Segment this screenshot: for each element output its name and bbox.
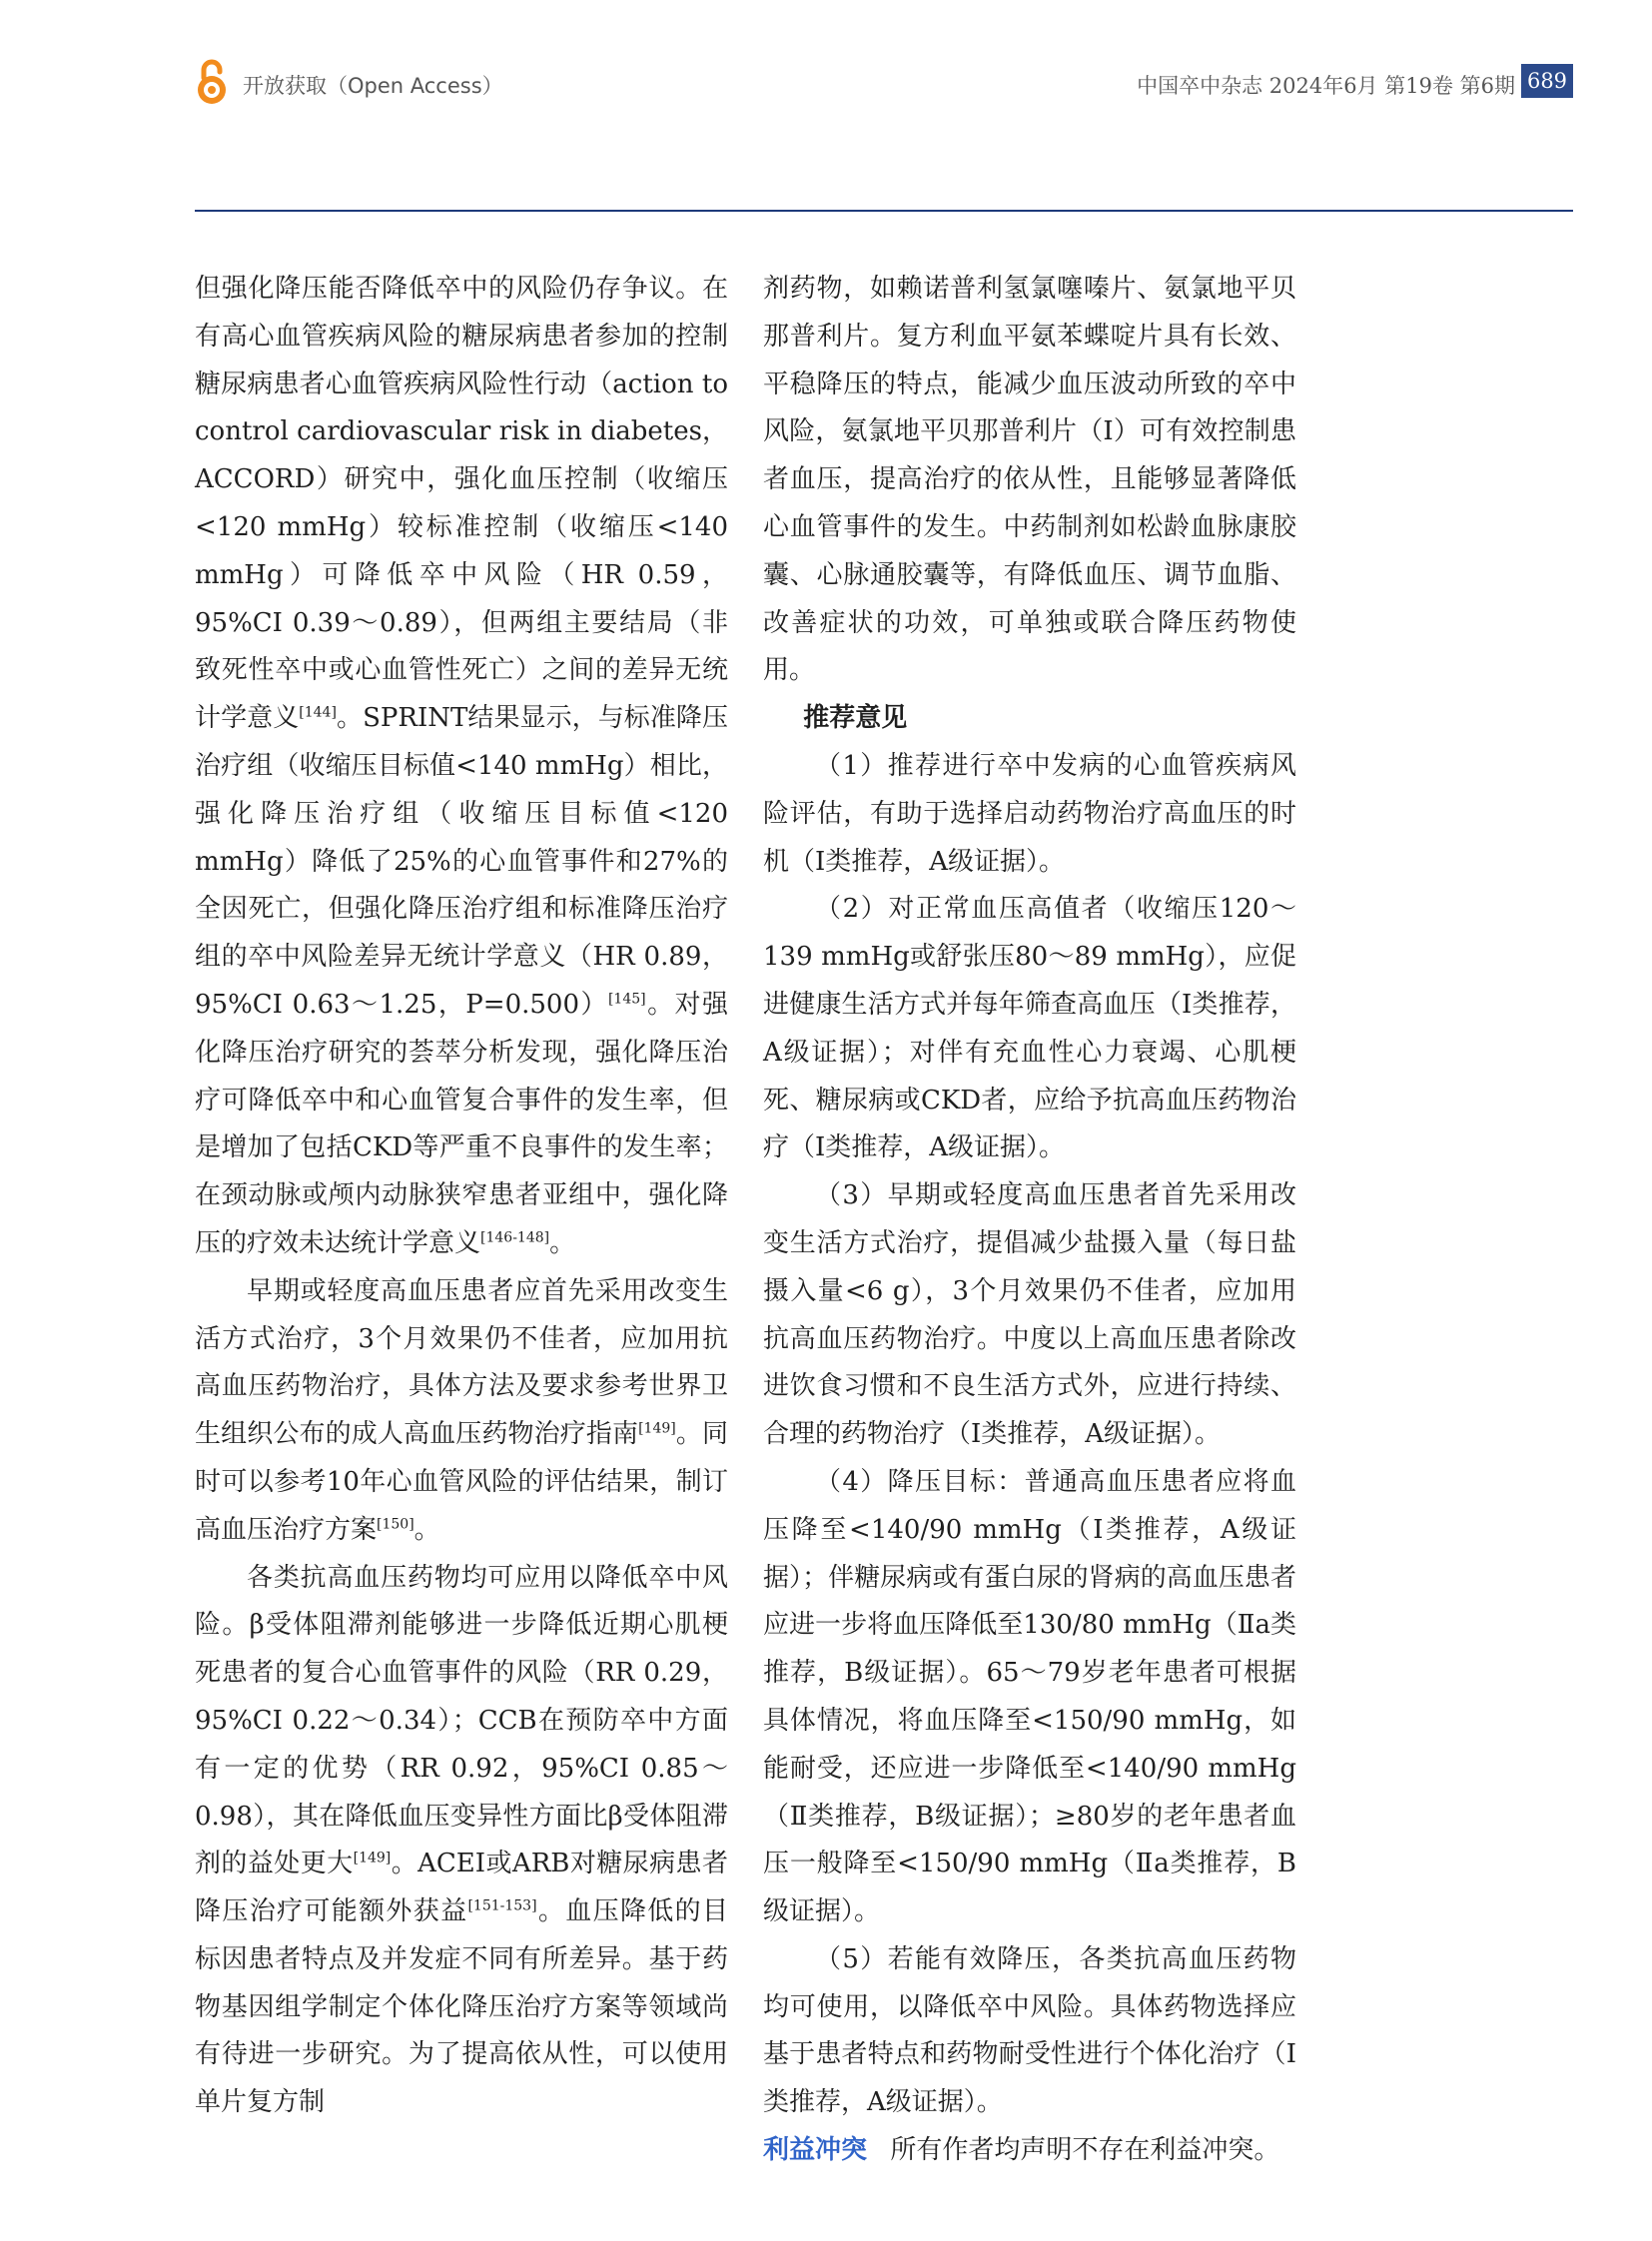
left-column <box>195 266 728 2127</box>
body-text: 。 <box>413 1514 440 1545</box>
citation: [144] <box>299 704 337 721</box>
recommendation-item: （1）推荐进行卒中发病的心血管疾病风险评估，有助于选择启动药物治疗高血压的时机（Ⅰ类推荐，A级证据）。 <box>763 750 1296 877</box>
conflict-of-interest-label: 利益冲突 <box>763 2135 868 2166</box>
body-text: 。同时可以参考10年心血管风险的评估结果，制订高血压治疗方案 <box>195 1419 728 1545</box>
citation: [151-153] <box>467 1897 537 1914</box>
page-number: 689 <box>1521 64 1573 98</box>
paragraph-drug-classes <box>195 1555 728 2128</box>
recommendation-item: （5）若能有效降压，各类抗高血压药物均可使用，以降低卒中风险。具体药物选择应基于患者特点和药物耐受性进行个体化治疗（Ⅰ类推荐，A级证据）。 <box>763 1943 1296 2118</box>
body-text: 。 <box>549 1227 576 1258</box>
page-header <box>195 50 1573 120</box>
paragraph-intensive-bp <box>195 266 728 1268</box>
header-divider <box>195 210 1573 212</box>
recommendation-item: （4）降压目标：普通高血压患者应将血压降至<140/90 mmHg（Ⅰ类推荐，A级证据）；伴糖尿病或有蛋白尿的肾病的高血压患者应进一步将血压降低至130/80 mmHg（Ⅱa类推荐，B级证据）。65～79岁老年患者可根据具体情况，将血压降至<150/90 mmHg，如能耐受，还应进一步降低至<140/90 mmHg（Ⅱ类推荐，B级证据）；≥80岁的老年患者血压一般降至<150/90 mmHg（Ⅱa类推荐，B级证据）。 <box>763 1466 1296 1927</box>
journal-citation: 中国卒中杂志 2024年6月 第19卷 第6期 <box>1137 74 1515 98</box>
right-column <box>763 266 1296 2175</box>
body-text: 早期或轻度高血压患者应首先采用改变生活方式治疗，3个月效果仍不佳者，应加用抗高血压药物治疗，具体方法及要求参考世界卫生组织公布的成人高血压药物治疗指南 <box>195 1275 728 1450</box>
recommendation-item: （3）早期或轻度高血压患者首先采用改变生活方式治疗，提倡减少盐摄入量（每日盐摄入量<6 g），3个月效果仍不佳者，应加用抗高血压药物治疗。中度以上高血压患者除改进饮食习惯和不良生活方式外，应进行持续、合理的药物治疗（Ⅰ类推荐，A级证据）。 <box>763 1180 1296 1450</box>
citation: [145] <box>607 991 646 1008</box>
recommendations-heading: 推荐意见 <box>803 703 908 734</box>
paragraph-combination-drugs: 剂药物，如赖诺普利氢氯噻嗪片、氨氯地平贝那普利片。复方利血平氨苯蝶啶片具有长效、平稳降压的特点，能减少血压波动所致的卒中风险，氨氯地平贝那普利片（Ⅰ）可有效控制患者血压，提高治疗的依从性，且能够显著降低心血管事件的发生。中药制剂如松龄血脉康胶囊、心脉通胶囊等，有降低血压、调节血脂、改善症状的功效，可单独或联合降压药物使用。 <box>763 274 1296 686</box>
body-text: 各类抗高血压药物均可应用以降低卒中风险。β受体阻滞剂能够进一步降低近期心肌梗死患者的复合心血管事件的风险（RR 0.29，95%CI 0.22～0.34）；CCB在预防卒中方面有一定的优势（RR 0.92，95%CI 0.85～0.98），其在降低血压变异性方面比β受体阻滞剂的益处更大 <box>195 1562 728 1879</box>
body-text: 。血压降低的目标因患者特点及并发症不同有所差异。基于药物基因组学制定个体化降压治疗方案等领域尚有待进一步研究。为了提高依从性，可以使用单片复方制 <box>195 1896 728 2118</box>
body-text: 。ACEI或ARB对糖尿病患者降压治疗可能额外获益 <box>195 1849 728 1927</box>
open-access-lock-icon <box>195 58 229 106</box>
recommendation-item: （2）对正常血压高值者（收缩压120～139 mmHg或舒张压80～89 mmHg），应促进健康生活方式并每年筛查高血压（Ⅰ类推荐，A级证据）；对伴有充血性心力衰竭、心肌梗死、糖尿病或CKD者，应给予抗高血压药物治疗（Ⅰ类推荐，A级证据）。 <box>763 894 1296 1163</box>
citation: [150] <box>377 1516 414 1533</box>
body-text: 但强化降压能否降低卒中的风险仍存争议。在有高心血管疾病风险的糖尿病患者参加的控制糖尿病患者心血管疾病风险性行动（action to control cardiovascular risk in diabetes，ACCORD）研究中，强化血压控制（收缩压<120 mmHg）较标准控制（收缩压<140 mmHg）可降低卒中风险（HR 0.59，95%CI 0.39～0.89），但两组主要结局（非致死性卒中或心血管性死亡）之间的差异无统计学意义 <box>195 274 728 734</box>
body-text: 。对强化降压治疗研究的荟萃分析发现，强化降压治疗可降低卒中和心血管复合事件的发生率，但是增加了包括CKD等严重不良事件的发生率；在颈动脉或颅内动脉狭窄患者亚组中，强化降压的疗效未达统计学意义 <box>195 989 728 1258</box>
paragraph-lifestyle <box>195 1268 728 1555</box>
citation: [146-148] <box>480 1229 550 1246</box>
body-text: 。SPRINT结果显示，与标准降压治疗组（收缩压目标值<140 mmHg）相比，强化降压治疗组（收缩压目标值<120 mmHg）降低了25%的心血管事件和27%的全因死亡，但强化降压治疗组和标准降压治疗组的卒中风险差异无统计学意义（HR 0.89，95%CI 0.63～1.25，P=0.500） <box>195 703 728 1020</box>
open-access-label: 开放获取（Open Access） <box>243 74 503 98</box>
conflict-of-interest-text: 所有作者均声明不存在利益冲突。 <box>890 2135 1280 2166</box>
citation: [149] <box>353 1850 392 1867</box>
citation: [149] <box>638 1420 676 1437</box>
conflict-of-interest <box>763 2127 1296 2175</box>
